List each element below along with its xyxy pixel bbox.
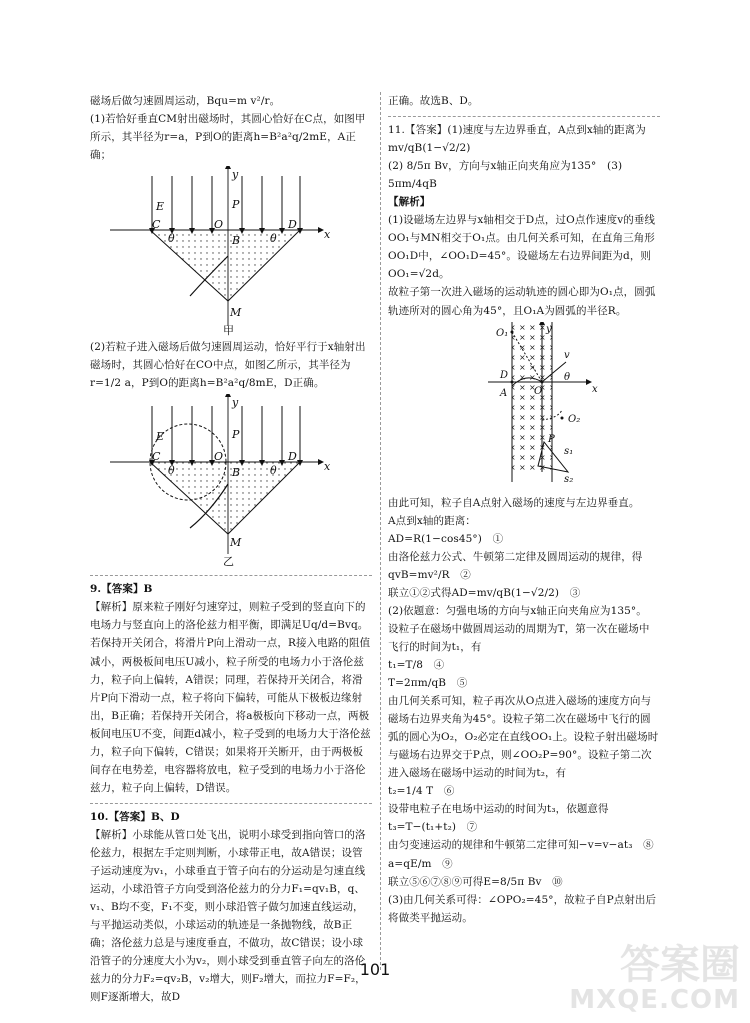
fig3-label-s1: s₁ [564,445,574,457]
watermark-url: MXQE.COM [569,985,740,1015]
fig2-label-d: D [288,450,297,464]
fig1-label-d: D [288,218,297,232]
fig1-label-theta2: θ [270,232,277,246]
q11-eq-10: 联立⑤⑥⑦⑧⑨可得E=8/5π Bv ⑩ [388,875,563,888]
q11-para-5: 由洛伦兹力公式、牛顿第二定律及圆周运动的规律，得 [388,550,643,563]
q11-answer-2-3: (2) 8/5π Bv，方向与x轴正向夹角应为135° (3) 5πm/4qB [388,160,623,191]
page-number: 101 [359,960,391,979]
q10-analysis: 【解析】小球能从管口处飞出，说明小球受到指向管口的洛伦兹力，根据左手定则判断，小球带正电，故A错误；设管子运动速度为v₁，小球垂直于管子向右的分运动是匀速直线运动，小球沿管子方向受到洛伦兹力的分力F₁=qv₁B，q、v₁、B均不变，F₁不变，则小球沿管子做匀加速直线运动，与平抛运动类似，小球运动的轨迹是一条抛物线，故B正确；洛伦兹力总是与速度垂直，不做功，故C错误；设小球沿管子的分速度大小为v₂，则小球受到垂直管子向左的洛伦兹力的分力F₂=qv₂B，v₂增大，则F₂增大，而拉力F=F₂，则F逐渐增大，故D [90,828,366,1004]
fig3-label-a: A [500,387,508,399]
q11-para-11: (3)由几何关系可得：∠OPO₂=45°，故粒子自P点射出后将做类平抛运动。 [388,893,657,924]
q11-eq-1: AD=R(1−cos45°) ① [388,532,504,545]
fig1-label-m: M [230,306,242,320]
fig1-label-theta1: θ [168,232,175,246]
fig2-label-b: B [232,466,241,480]
q11-eq-2: qvB=mv²/R ② [388,568,471,581]
fig2-label-o: O [214,450,224,464]
q11-para-4: A点到x轴的距离： [388,514,476,527]
figure-q11 [388,322,660,492]
fig3-label-p: P [548,433,555,445]
fig1-label-o: O [214,218,224,232]
q11-para-3: 由此可知，粒子自A点射入磁场的速度与左边界垂直。 [388,496,640,509]
fig2-label-theta1: θ [168,464,175,478]
fig1-label-p: P [232,198,240,212]
fig1-label-b: B [232,234,241,248]
watermark-text: 答案圈 [620,942,740,988]
q11-analysis-label: 【解析】 [388,196,431,209]
left-para-2: (1)若恰好垂直CM射出磁场时，其圆心恰好在C点，如图甲所示，其半径为r=a，P到O的距离h=B²a²q/2mE，A正确； [90,113,366,162]
fig2-label-e: E [156,430,165,444]
left-para-1: 磁场后做匀速圆周运动，Bqu=m v²/r。 [90,95,281,107]
fig1-label-c: C [152,218,161,232]
fig2-label-y: y [232,396,239,410]
fig2-label-p: P [232,428,240,442]
q11-eq-6: t₂=1/4 T ⑥ [388,785,455,798]
q11-answer: 11.【答案】(1)速度与左边界垂直，A点到x轴的距离为 mv/qB(1−√2/2) [388,124,646,155]
q11-eq-4: t₁=T/8 ④ [388,658,445,671]
q11-eq-5: T=2πm/qB ⑤ [388,677,468,690]
fig3-label-v: v [564,349,570,361]
fig1-label-e: E [156,200,165,214]
left-column [90,92,372,1006]
fig3-label-theta: θ [564,371,571,383]
fig2-label-theta2: θ [270,464,277,478]
fig2-label-m: M [230,536,242,550]
fig2-label-x: x [324,460,331,474]
fig3-label-o2: O₂ [568,413,581,425]
fig2-label-c: C [152,450,161,464]
q10-answer: 10.【答案】B、D [90,810,180,823]
column-divider [380,92,381,970]
q9-analysis: 【解析】原来粒子刚好匀速穿过，则粒子受到的竖直向下的电场力与竖直向上的洛伦兹力相平衡，即满足Uq/d=Bvq。若保持开关闭合，将滑片P向上滑动一点，R接入电路的阻值减小，两极板间电压U减小，粒子所受的电场力小于洛伦兹力，粒子向上偏转，A错误；同理，若保持开关闭合，将滑片P向下滑动一点，粒子将向下偏转，可能从下极板边缘射出，B正确；若保持开关闭合，将a极板向下移动一点，两极板间电压U不变，间距d减小，粒子受到的电场力大于洛伦兹力，粒子向下偏转，C错误；如果将开关断开，由于两极板间存在电势差，电容器将放电，粒子受到的电场力小于洛伦兹力，粒子向上偏转，D错误。 [90,601,371,794]
left-para-3: (2)若粒子进入磁场后做匀速圆周运动，恰好平行于x轴射出磁场时，其圆心恰好在CO中点，如图乙所示，其半径为r=1/2 a，P到O的距离h=B²a²q/8mE，D正确。 [90,341,366,390]
section-divider-q11 [388,116,660,117]
q11-para-8: 由几何关系可知，粒子再次从O点进入磁场的速度方向与磁场右边界夹角为45°。设粒子第二次在磁场中飞行的圆弧的圆心为O₂，O₂必定在直线OO₁上。设粒子射出磁场时与磁场右边界交于P点，则∠OO₂P=90°。设粒子第二次进入磁场在磁场中运动的时间为t₂，有 [388,695,659,780]
q11-eq-9: a=qE/m ⑨ [388,857,453,870]
fig3-label-y: y [546,323,552,335]
fig3-label-o1: O₁ [496,327,509,339]
figure-yi [90,394,372,569]
watermark-logo [569,942,740,1015]
q11-para-10: 由匀变速运动的规律和牛顿第二定律可知−v=v−at₃ ⑧ [388,839,654,852]
right-column [388,92,660,927]
figure-jia [90,166,372,336]
fig1-label-x: x [324,228,331,242]
section-divider-q9 [90,575,372,576]
section-divider-q10 [90,803,372,804]
q11-para-7: 设粒子在磁场中做圆周运动的周期为T，第一次在磁场中飞行的时间为t₁，有 [388,622,650,653]
fig3-label-o: O [534,385,543,397]
q11-eq-7: t₃=T−(t₁+t₂) ⑦ [388,821,478,834]
q11-para-9: 设带电粒子在电场中运动的时间为t₃，依题意得 [388,803,609,816]
fig3-label-x: x [592,383,598,395]
right-continuation: 正确。故选B、D。 [388,95,479,107]
q11-para-2: 故粒子第一次进入磁场的运动轨迹的圆心即为O₁点，圆弧轨迹所对的圆心角为45°，且O₁A为圆弧的半径R。 [388,286,656,317]
fig1-label-y: y [232,168,239,182]
q11-eq-3: 联立①②式得AD=mv/qB(1−√2/2) ③ [388,586,581,599]
fig1-caption: 甲 [223,324,235,337]
fig3-label-d: D [500,369,509,381]
fig3-label-s2: s₂ [564,473,574,485]
fig2-caption: 乙 [223,555,235,569]
q9-answer: 9.【答案】B [90,583,153,596]
q11-para-6: (2)依题意：匀强电场的方向与x轴正向夹角应为135°。 [388,604,647,617]
q11-para-1: (1)设磁场左边界与x轴相交于D点，过O点作速度v的垂线OO₁与MN相交于O₁点。由几何关系可知，在直角三角形OO₁D中，∠OO₁D=45°。设磁场左右边界间距为d，则OO₁=√2d。 [388,214,656,281]
